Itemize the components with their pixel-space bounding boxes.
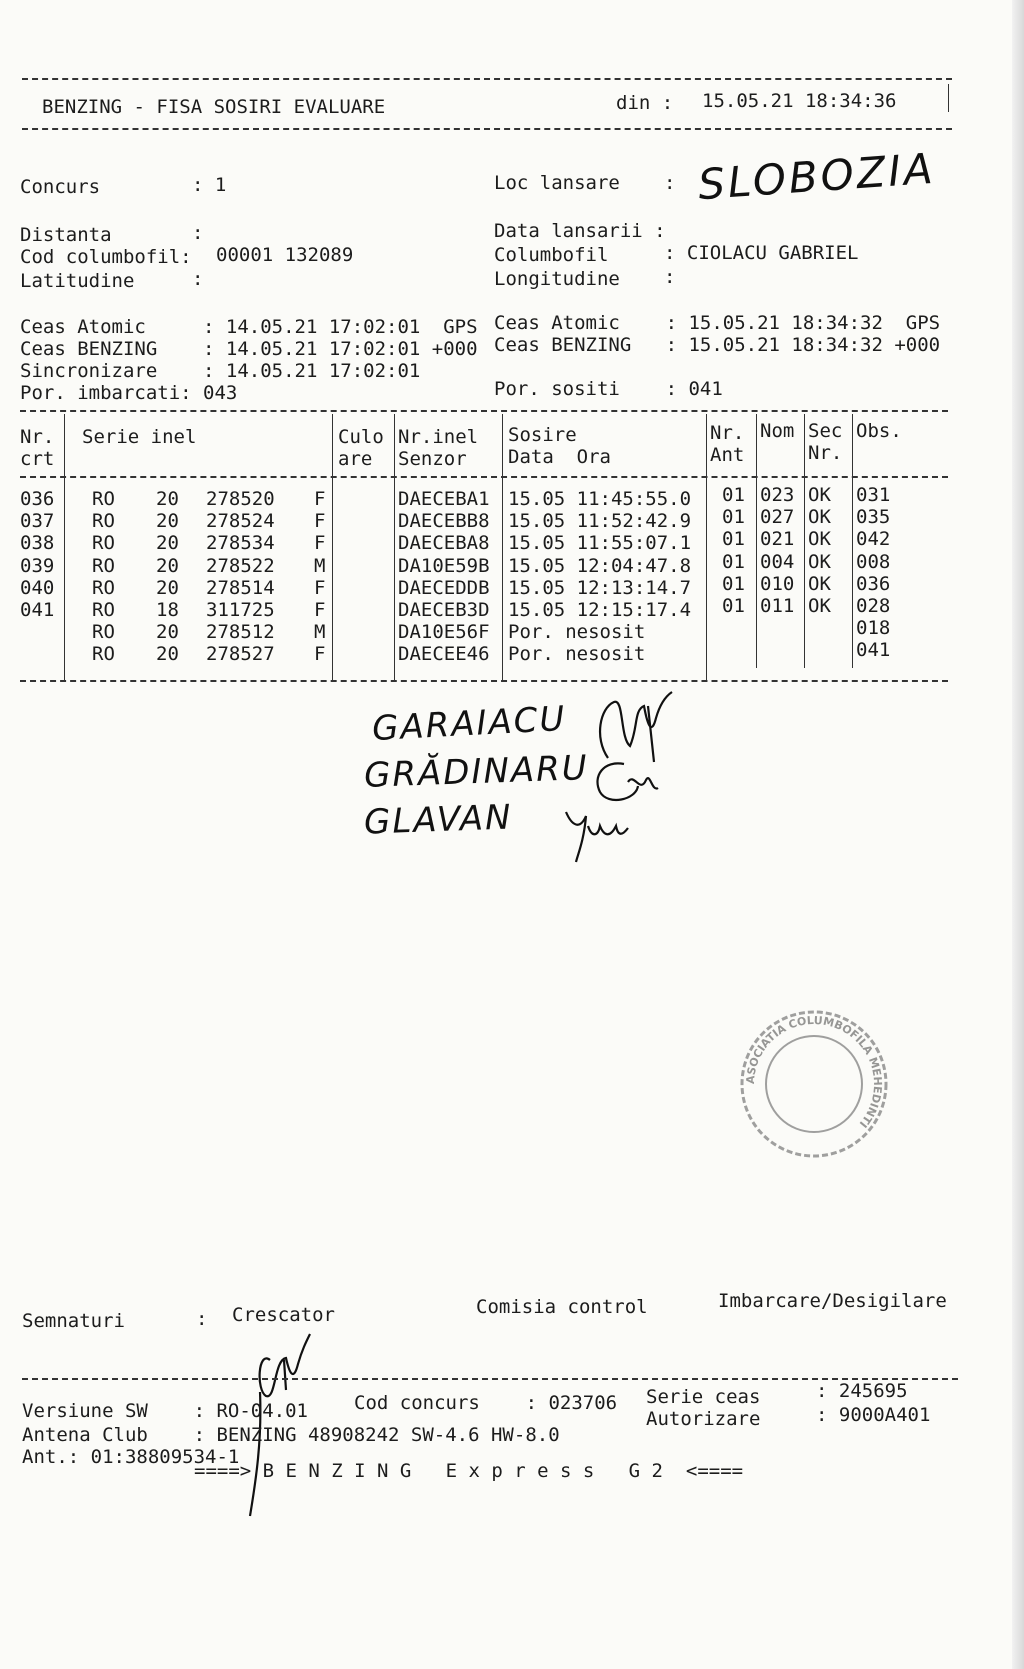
- th-nr-inel-2: Senzor: [398, 448, 467, 470]
- table-cell-antenna: 01: [722, 484, 745, 506]
- table-cell-sec: OK: [808, 595, 831, 617]
- comisia-control-label: Comisia control: [476, 1296, 648, 1318]
- autorizare-label: Autorizare: [646, 1408, 761, 1430]
- table-cell-ring-number: 278514: [206, 576, 275, 599]
- table-row: [0, 528, 940, 555]
- table-cell-ring-number: 278527: [206, 643, 275, 666]
- porumbei-sositi: Por. sositi : 041: [494, 378, 723, 400]
- table-cell-nom: 011: [760, 595, 795, 617]
- table-cell-year: 20: [156, 532, 179, 555]
- crescator-label: Crescator: [232, 1304, 335, 1326]
- table-cell-year: 20: [156, 554, 179, 577]
- table-row: [0, 572, 940, 599]
- table-cell-ring-number: 278534: [206, 532, 275, 555]
- th-obs: Obs.: [856, 420, 902, 442]
- imbarcare-label: Imbarcare/Desigilare: [718, 1290, 947, 1312]
- table-cell-sensor: DAECEBA1: [398, 488, 490, 510]
- table-cell-sensor: DAECEB3D: [398, 599, 490, 621]
- table-cell-sec: OK: [808, 572, 831, 595]
- table-bottom-rule: [20, 680, 948, 682]
- table-cell-sex: M: [314, 554, 326, 577]
- table-cell-sex: F: [314, 643, 326, 666]
- table-row: [0, 595, 940, 621]
- th-nr-ant-2: Ant: [710, 444, 745, 466]
- th-nom: Nom: [760, 420, 795, 442]
- handwritten-name-2: GRĂDINARU: [363, 748, 590, 796]
- th-sec-2: Nr.: [808, 442, 843, 464]
- table-cell-arrival: 15.05 11:45:55.0: [508, 488, 692, 510]
- table-cell-antenna: 01: [722, 550, 745, 573]
- distanta-value: :: [192, 222, 204, 244]
- handwritten-name-3: GLAVAN: [363, 797, 514, 843]
- table-cell-antenna: 01: [722, 506, 745, 529]
- versiune-sw: Versiune SW : RO-04.01: [22, 1400, 308, 1422]
- table-cell-country: RO: [92, 532, 115, 555]
- porumbei-imbarcati: Por. imbarcati: 043: [20, 382, 238, 404]
- th-culoare-1: Culo: [338, 426, 384, 448]
- table-cell-country: RO: [92, 576, 115, 599]
- th-nr-ant-1: Nr.: [710, 422, 745, 444]
- table-cell-obs: 036: [856, 572, 891, 595]
- table-cell-sex: F: [314, 488, 326, 510]
- cod-concurs: Cod concurs : 023706: [354, 1392, 618, 1414]
- table-cell-year: 20: [156, 510, 179, 533]
- table-cell-sex: F: [314, 599, 326, 621]
- loc-lansare-label: Loc lansare: [494, 172, 620, 194]
- table-row: [0, 639, 940, 666]
- benzing-express-banner: ====> B E N Z I N G E x p r e s s G 2 <====: [194, 1460, 744, 1482]
- stamp-text: ASOCIATIA COLUMBOFILA MEHEDINTI: [743, 1013, 885, 1131]
- table-row: [0, 550, 940, 577]
- th-serie-inel: Serie inel: [82, 426, 197, 448]
- distanta-label: Distanta: [20, 224, 112, 246]
- table-cell-nom: 004: [760, 550, 795, 573]
- table-row: [0, 484, 940, 510]
- autorizare-value: : 9000A401: [816, 1404, 931, 1426]
- table-cell-sensor: DA10E56F: [398, 621, 490, 644]
- table-cell-sensor: DAECEE46: [398, 643, 490, 666]
- table-cell-country: RO: [92, 554, 115, 577]
- table-top-rule: [20, 410, 948, 412]
- table-cell-arrival: 15.05 12:04:47.8: [508, 554, 692, 577]
- table-cell-nr-crt: 039: [20, 554, 55, 577]
- table-cell-obs: 041: [856, 639, 891, 662]
- table-cell-obs: 042: [856, 528, 891, 551]
- table-cell-arrival: 15.05 11:55:07.1: [508, 532, 692, 555]
- table-cell-ring-number: 278522: [206, 554, 275, 577]
- table-cell-country: RO: [92, 488, 115, 510]
- header-right-border: [948, 84, 949, 112]
- table-cell-nom: 021: [760, 528, 795, 551]
- table-cell-obs: 031: [856, 484, 891, 506]
- th-nr-crt-1: Nr.: [20, 426, 55, 448]
- th-nr-inel-1: Nr.inel: [398, 426, 479, 448]
- latitudine-value: :: [192, 268, 204, 290]
- table-cell-nr-crt: 041: [20, 599, 55, 621]
- columbofil-label: Columbofil: [494, 244, 609, 266]
- ceas-atomic-start: Ceas Atomic : 14.05.21 17:02:01 GPS: [20, 316, 478, 338]
- ceas-benzing-end: Ceas BENZING : 15.05.21 18:34:32 +000: [494, 334, 941, 356]
- table-cell-nr-crt: 040: [20, 576, 55, 599]
- latitudine-label: Latitudine: [20, 270, 135, 292]
- table-cell-arrival: 15.05 11:52:42.9: [508, 510, 692, 533]
- serie-ceas-value: : 245695: [816, 1380, 908, 1402]
- table-cell-country: RO: [92, 643, 115, 666]
- cod-columbofil-label: Cod columbofil:: [20, 246, 192, 268]
- ceas-benzing-start: Ceas BENZING : 14.05.21 17:02:01 +000: [20, 338, 478, 360]
- table-cell-antenna: 01: [722, 595, 745, 617]
- table-cell-country: RO: [92, 621, 115, 644]
- longitudine-value: :: [664, 266, 676, 288]
- table-header-rule: [20, 476, 948, 478]
- antena-club: Antena Club : BENZING 48908242 SW-4.6 HW-8.0: [22, 1424, 560, 1446]
- table-cell-nom: 010: [760, 572, 795, 595]
- table-cell-antenna: 01: [722, 572, 745, 595]
- table-cell-arrival: Por. nesosit: [508, 643, 646, 666]
- table-cell-sensor: DAECEBA8: [398, 532, 490, 555]
- loc-lansare-sep: :: [664, 172, 676, 194]
- table-cell-sensor: DA10E59B: [398, 554, 490, 577]
- table-cell-arrival: Por. nesosit: [508, 621, 646, 644]
- club-stamp: [734, 1004, 894, 1164]
- table-cell-year: 20: [156, 576, 179, 599]
- serie-ceas-label: Serie ceas: [646, 1386, 761, 1408]
- table-cell-year: 18: [156, 599, 179, 621]
- table-cell-sec: OK: [808, 484, 831, 506]
- table-cell-nom: 027: [760, 506, 795, 529]
- sincronizare: Sincronizare : 14.05.21 17:02:01: [20, 360, 421, 382]
- table-cell-obs: 035: [856, 506, 891, 529]
- table-cell-sec: OK: [808, 528, 831, 551]
- table-cell-sec: OK: [808, 550, 831, 573]
- table-cell-ring-number: 278524: [206, 510, 275, 533]
- table-cell-sex: F: [314, 576, 326, 599]
- signature-3: [558, 796, 638, 866]
- table-cell-obs: 028: [856, 595, 891, 617]
- table-cell-sensor: DAECEDDB: [398, 576, 490, 599]
- table-cell-sex: M: [314, 621, 326, 644]
- table-cell-ring-number: 278520: [206, 488, 275, 510]
- header-din-label: din :: [616, 92, 674, 114]
- th-sec-1: Sec: [808, 420, 843, 442]
- semnaturi-label: Semnaturi: [22, 1310, 125, 1332]
- data-lansarii-label: Data lansarii :: [494, 220, 666, 242]
- table-cell-arrival: 15.05 12:13:14.7: [508, 576, 692, 599]
- table-cell-ring-number: 311725: [206, 599, 275, 621]
- th-sosire-2: Data Ora: [508, 446, 611, 468]
- cod-columbofil-value: 00001 132089: [216, 244, 354, 266]
- table-cell-country: RO: [92, 510, 115, 533]
- table-cell-year: 20: [156, 643, 179, 666]
- header-datetime: 15.05.21 18:34:36: [702, 90, 897, 112]
- table-cell-sensor: DAECEBB8: [398, 510, 490, 533]
- paper-edge: [1012, 0, 1024, 1669]
- table-cell-sex: F: [314, 510, 326, 533]
- document-title: BENZING - FISA SOSIRI EVALUARE: [42, 96, 386, 118]
- table-cell-sec: OK: [808, 506, 831, 529]
- header-top-rule: [22, 78, 952, 80]
- ceas-atomic-end: Ceas Atomic : 15.05.21 18:34:32 GPS: [494, 312, 941, 334]
- table-cell-ring-number: 278512: [206, 621, 275, 644]
- table-cell-obs: 018: [856, 617, 891, 640]
- table-cell-year: 20: [156, 621, 179, 644]
- table-cell-sex: F: [314, 532, 326, 555]
- table-cell-antenna: 01: [722, 528, 745, 551]
- concurs-value: : 1: [192, 174, 227, 196]
- header-bottom-rule: [22, 128, 952, 130]
- columbofil-value: : CIOLACU GABRIEL: [664, 242, 859, 264]
- table-cell-nr-crt: 036: [20, 488, 55, 510]
- table-cell-year: 20: [156, 488, 179, 510]
- table-row: [0, 617, 940, 644]
- th-culoare-2: are: [338, 448, 373, 470]
- th-nr-crt-2: crt: [20, 448, 55, 470]
- semnaturi-sep: :: [196, 1308, 208, 1330]
- table-cell-country: RO: [92, 599, 115, 621]
- table-cell-obs: 008: [856, 550, 891, 573]
- longitudine-label: Longitudine: [494, 268, 620, 290]
- th-sosire-1: Sosire: [508, 424, 577, 446]
- loc-lansare-handwritten: SLOBOZIA: [696, 143, 938, 210]
- table-cell-arrival: 15.05 12:15:17.4: [508, 599, 692, 621]
- table-cell-nom: 023: [760, 484, 795, 506]
- ant-number: Ant.: 01:38809534-1: [22, 1446, 240, 1468]
- table-cell-nr-crt: 038: [20, 532, 55, 555]
- table-row: [0, 506, 940, 533]
- handwritten-name-1: GARAIACU: [371, 698, 568, 750]
- concurs-label: Concurs: [20, 176, 101, 198]
- table-cell-nr-crt: 037: [20, 510, 55, 533]
